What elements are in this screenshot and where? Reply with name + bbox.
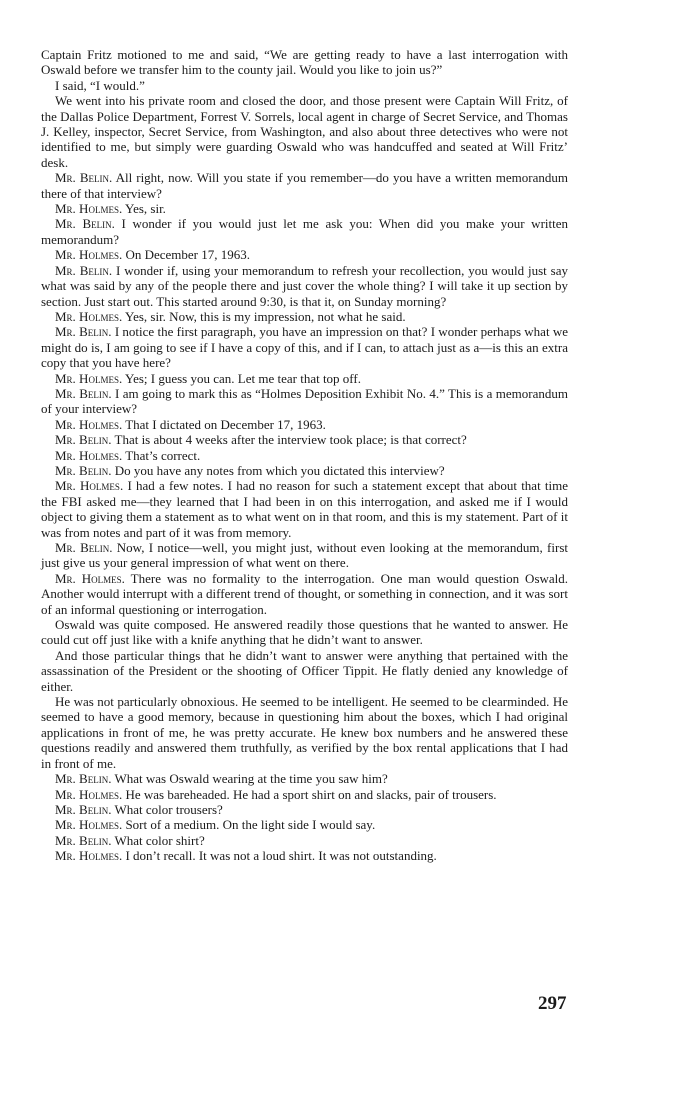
speaker-label: Mr. Belin.	[55, 832, 112, 848]
paragraph-text: That’s correct.	[125, 447, 201, 463]
speaker-label: Mr. Holmes.	[55, 848, 123, 864]
narrative-paragraph	[41, 648, 568, 694]
testimony-paragraph	[41, 432, 568, 447]
paragraph-text: Yes, sir.	[124, 201, 166, 217]
narrative-paragraph	[41, 617, 568, 648]
paragraph-text: Now, I notice—well, you might just, without even looking at the memorandum, first just give us your general impression of what went on there.	[41, 540, 568, 571]
narrative-paragraph	[41, 78, 568, 93]
narrative-paragraph	[41, 47, 568, 78]
speaker-label: Mr. Belin.	[55, 216, 115, 232]
speaker-label: Mr. Belin.	[55, 771, 112, 787]
testimony-paragraph	[41, 833, 568, 848]
testimony-paragraph	[41, 571, 568, 617]
paragraph-text: We went into his private room and closed the door, and those present were Captain Will Fritz, of the Dallas Police Department, Forrest V. Sorrels, local agent in charge of Secret Service, and Thomas J. Kelley, inspector, Secret Service, from Washington, and also about three detectives who were not identified to me, but simply were guarding Oswald who was handcuffed and seated at Will Fritz’ desk.	[41, 93, 568, 170]
speaker-label: Mr. Belin.	[55, 462, 112, 478]
speaker-label: Mr. Holmes.	[55, 416, 123, 432]
paragraph-text: Yes; I guess you can. Let me tear that top off.	[124, 370, 361, 386]
testimony-paragraph	[41, 263, 568, 309]
speaker-label: Mr. Belin.	[55, 432, 112, 448]
paragraph-text: That I dictated on December 17, 1963.	[125, 416, 326, 432]
testimony-paragraph	[41, 216, 568, 247]
speaker-label: Mr. Holmes.	[55, 447, 123, 463]
paragraph-text: Captain Fritz motioned to me and said, “We are getting ready to have a last interrogation with Oswald before we transfer him to the county jail. Would you like to join us?”	[41, 47, 568, 78]
speaker-label: Mr. Holmes.	[55, 247, 123, 263]
paragraph-text: And those particular things that he didn’t want to answer were anything that pertained with the assassination of the President or the shooting of Officer Tippit. He flatly denied any knowledge of either.	[41, 647, 568, 694]
testimony-paragraph	[41, 540, 568, 571]
testimony-paragraph	[41, 417, 568, 432]
testimony-paragraph	[41, 448, 568, 463]
paragraph-text: I said, “I would.”	[55, 77, 145, 93]
paragraph-text: There was no formality to the interrogation. One man would question Oswald. Another would interrupt with a different trend of thought, or something in connection, and it was sort of an informal questioning or interrogation.	[41, 570, 569, 617]
speaker-label: Mr. Belin.	[55, 170, 113, 186]
speaker-label: Mr. Belin.	[55, 324, 112, 340]
speaker-label: Mr. Belin.	[55, 262, 113, 278]
speaker-label: Mr. Belin.	[55, 385, 112, 401]
paragraph-text: I notice the first paragraph, you have an impression on that? I wonder perhaps what we might do is, I am going to see if I have a copy of this, and if I can, to attach just as a—is this an extra copy that you have here?	[41, 324, 569, 371]
testimony-paragraph	[41, 771, 568, 786]
testimony-paragraph	[41, 247, 568, 262]
speaker-label: Mr. Holmes.	[55, 308, 123, 324]
speaker-label: Mr. Holmes.	[55, 570, 125, 586]
speaker-label: Mr. Holmes.	[55, 478, 124, 494]
testimony-paragraph	[41, 817, 568, 832]
paragraph-text: Oswald was quite composed. He answered readily those questions that he wanted to answer. He could cut off just like with a knife anything that he didn’t want to answer.	[41, 617, 568, 648]
paragraph-text: He was bareheaded. He had a sport shirt on and slacks, pair of trousers.	[125, 786, 497, 802]
paragraph-text: Do you have any notes from which you dictated this interview?	[114, 462, 445, 478]
testimony-paragraph	[41, 309, 568, 324]
paragraph-text: What was Oswald wearing at the time you saw him?	[114, 771, 388, 787]
speaker-label: Mr. Holmes.	[55, 370, 123, 386]
speaker-label: Mr. Holmes.	[55, 201, 123, 217]
paragraph-text: Yes, sir. Now, this is my impression, not what he said.	[124, 308, 406, 324]
paragraph-text: He was not particularly obnoxious. He seemed to be intelligent. He seemed to be clearminded. He seemed to have a good memory, because in questioning him about the boxes, which I had original applications in front of me, he was pretty accurate. He knew box numbers and he answered these questions readily and answered them truthfully, as verified by the box rental applications that I had in front of me.	[41, 694, 568, 771]
paragraph-text: I don’t recall. It was not a loud shirt. It was not outstanding.	[125, 848, 437, 864]
testimony-paragraph	[41, 802, 568, 817]
paragraph-text: What color shirt?	[114, 832, 205, 848]
testimony-paragraph	[41, 201, 568, 216]
testimony-paragraph	[41, 463, 568, 478]
testimony-paragraph	[41, 371, 568, 386]
speaker-label: Mr. Belin.	[55, 801, 112, 817]
paragraph-text: That is about 4 weeks after the interview took place; is that correct?	[114, 432, 467, 448]
paragraph-text: What color trousers?	[114, 801, 223, 817]
speaker-label: Mr. Holmes.	[55, 817, 123, 833]
testimony-paragraph	[41, 848, 568, 863]
page-number: 297	[538, 993, 567, 1014]
narrative-paragraph	[41, 694, 568, 771]
paragraph-text: I wonder if you would just let me ask you: When did you make your written memorandum?	[41, 216, 569, 247]
testimony-paragraph	[41, 170, 568, 201]
testimony-paragraph	[41, 787, 568, 802]
paragraph-text: I wonder if, using your memorandum to refresh your recollection, you would just say what was said by any of the people there and just cover the whole thing? I will take it up section by section. Just start out. This started around 9:30, is that it, on Sunday morning?	[41, 262, 568, 309]
paragraph-text: I am going to mark this as “Holmes Deposition Exhibit No. 4.” This is a memorandum of your interview?	[41, 385, 568, 417]
testimony-paragraph	[41, 324, 568, 370]
paragraph-text: All right, now. Will you state if you remember—do you have a written memorandum there of that interview?	[41, 170, 568, 201]
paragraph-text: Sort of a medium. On the light side I would say.	[125, 817, 376, 833]
paragraph-text: On December 17, 1963.	[125, 247, 251, 263]
speaker-label: Mr. Belin.	[55, 540, 113, 555]
transcript-body	[41, 47, 568, 864]
narrative-paragraph	[41, 93, 568, 170]
speaker-label: Mr. Holmes.	[55, 786, 123, 802]
testimony-paragraph	[41, 386, 568, 417]
paragraph-text: I had a few notes. I had no reason for such a statement except that about that time the FBI asked me—they learned that I had been in on this interrogation, and asked me if I would object to giving them a statement as to what went on in that room, and this is my statement. Part of it was from notes and part of it was from memory.	[41, 478, 569, 540]
testimony-paragraph	[41, 478, 568, 540]
